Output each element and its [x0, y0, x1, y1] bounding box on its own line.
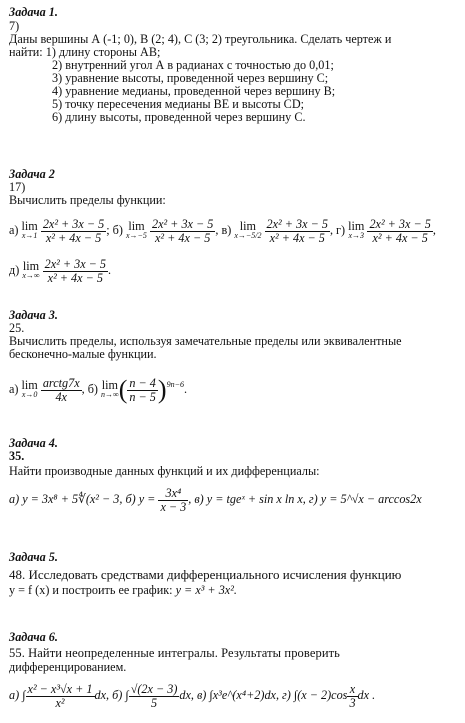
limit-3b: lim n→∞ [101, 378, 119, 400]
fraction-6b: $\frac{√(2x - 3)}{5}$ [130, 681, 178, 710]
task3-title: Задача 3. [9, 308, 58, 322]
limit-d: lim x→3 [348, 219, 365, 241]
limit-b: lim x→−5 [125, 219, 147, 241]
task1-title: Задача 1. [9, 5, 58, 19]
task5-title: Задача 5. [9, 550, 58, 564]
label-a: а) [9, 223, 19, 237]
task6-title: Задача 6. [9, 630, 58, 644]
fraction-3b: $\frac{n - 4}{n - 5}$ [129, 375, 156, 404]
task1-number: 7) [9, 19, 20, 33]
task1-item-2: 2) внутренний угол А в радианах с точностью до 0,01; [52, 58, 334, 72]
task6-integrals: а) ∫ $\frac{\text{x² − x³√x + 1}}{\text{x²}}$ dx, б) ∫ $\frac{√(2x - 3)}{5}$ dx, в) ∫x³e^(x⁴+2)dx, г) ∫(x − 2)cos $\frac{x}{3}$ dx . [9, 681, 376, 710]
task5-formula: y = x³ + 3x². [175, 583, 237, 597]
limit-a: lim x→1 [21, 219, 38, 241]
fraction-6a: $\frac{\text{x² − x³√x + 1}}{\text{x²}}$ [27, 681, 93, 710]
limit-c: lim x→−5/2 [234, 219, 262, 241]
task1-item-5: 5) точку пересечения медианы ВЕ и высоты CD; [52, 97, 305, 111]
task1-item-6: 6) длину высоты, проведенной через вершину С. [52, 110, 306, 124]
fraction-d: $\frac{\text{2x² + 3x − 5}}{\text{x² + 4x − 5}}$ [369, 216, 431, 245]
fraction-3a: $\frac{\text{arctg7x}}{4x}$ [42, 375, 80, 404]
task2-limits-row: а) lim x→1 $\frac{\text{2x² + 3x − 5}}{\text{x² + 4x − 5}}$ ; б) lim x→−5 $\frac{\text{2x² + 3x − 5}}{\text{x² + 4x − 5}}$ , в) lim x→−5/2 $\frac{\text{2x² + 3x − 5}}{\text{x² + 4x − 5}}$ , г) lim x→3 $\frac{\text{2x² + 3x − 5}}{\text{x² + 4x − 5}}$ , [9, 216, 436, 245]
fraction-6d: $\frac{x}{3}$ [349, 681, 356, 710]
task3-number: 25. [9, 321, 25, 335]
fraction-c: $\frac{\text{2x² + 3x − 5}}{\text{x² + 4x − 5}}$ [266, 216, 328, 245]
task6-line2: дифференцированием. [9, 660, 127, 674]
task2-limit-e-row: д) lim x→∞ $\frac{\text{2x² + 3x − 5}}{\text{x² + 4x − 5}}$ . [9, 256, 112, 285]
task1-item-3: 3) уравнение высоты, проведенной через вершину С; [52, 71, 329, 85]
task4-number: 35. [9, 449, 25, 463]
limit-3a: lim x→0 [21, 378, 38, 400]
task2-title: Задача 2 [9, 167, 55, 181]
task2-text: Вычислить пределы функции: [9, 193, 166, 207]
task1-item-4: 4) уравнение медианы, проведенной через вершину В; [52, 84, 336, 98]
label-e: д) [9, 263, 20, 277]
task4-title: Задача 4. [9, 436, 58, 450]
task4-functions: а) y = 3x⁸ + 5∜(x² − 3, б) y = $\frac{\text{3x⁴}}{x - 3}$ , в) y = tgeˣ + sin x ln x, г) y = 5^√x − arccos2x [9, 485, 422, 514]
task5-line1: 48. Исследовать средствами дифференциального исчисления функцию [9, 567, 402, 582]
fraction-4b: $\frac{\text{3x⁴}}{x - 3}$ [160, 485, 187, 514]
fraction-e: $\frac{\text{2x² + 3x − 5}}{\text{x² + 4x − 5}}$ [44, 256, 107, 285]
fraction-a: $\frac{\text{2x² + 3x − 5}}{\text{x² + 4x − 5}}$ [42, 216, 105, 245]
task6-line1: 55. Найти неопределенные интегралы. Результаты проверить [9, 646, 340, 660]
task1-line2: найти: 1) длину стороны АВ; [9, 45, 161, 59]
fraction-b: $\frac{\text{2x² + 3x − 5}}{\text{x² + 4x − 5}}$ [151, 216, 214, 245]
task4-text: Найти производные данных функций и их дифференциалы: [9, 464, 320, 478]
task5-line2: y = f (x) и построить ее график: y = x³ + 3x². [9, 583, 237, 597]
limit-e: lim x→∞ [22, 259, 40, 281]
task3-line2: бесконечно-малые функции. [9, 347, 157, 361]
task1-line1: Даны вершины А (-1; 0), В (2; 4), С (3; 2) треугольника. Сделать чертеж и [9, 32, 392, 46]
task2-number: 17) [9, 180, 26, 194]
task3-line1: Вычислить пределы, используя замечательные пределы или эквивалентные [9, 334, 402, 348]
task3-limits-row: а) lim x→0 $\frac{\text{arctg7x}}{4x}$ , б) lim n→∞ ( $\frac{n - 4}{n - 5}$ )$^{9n-6}$. [9, 375, 188, 405]
exponent-3b: 9n−6 [166, 380, 184, 389]
